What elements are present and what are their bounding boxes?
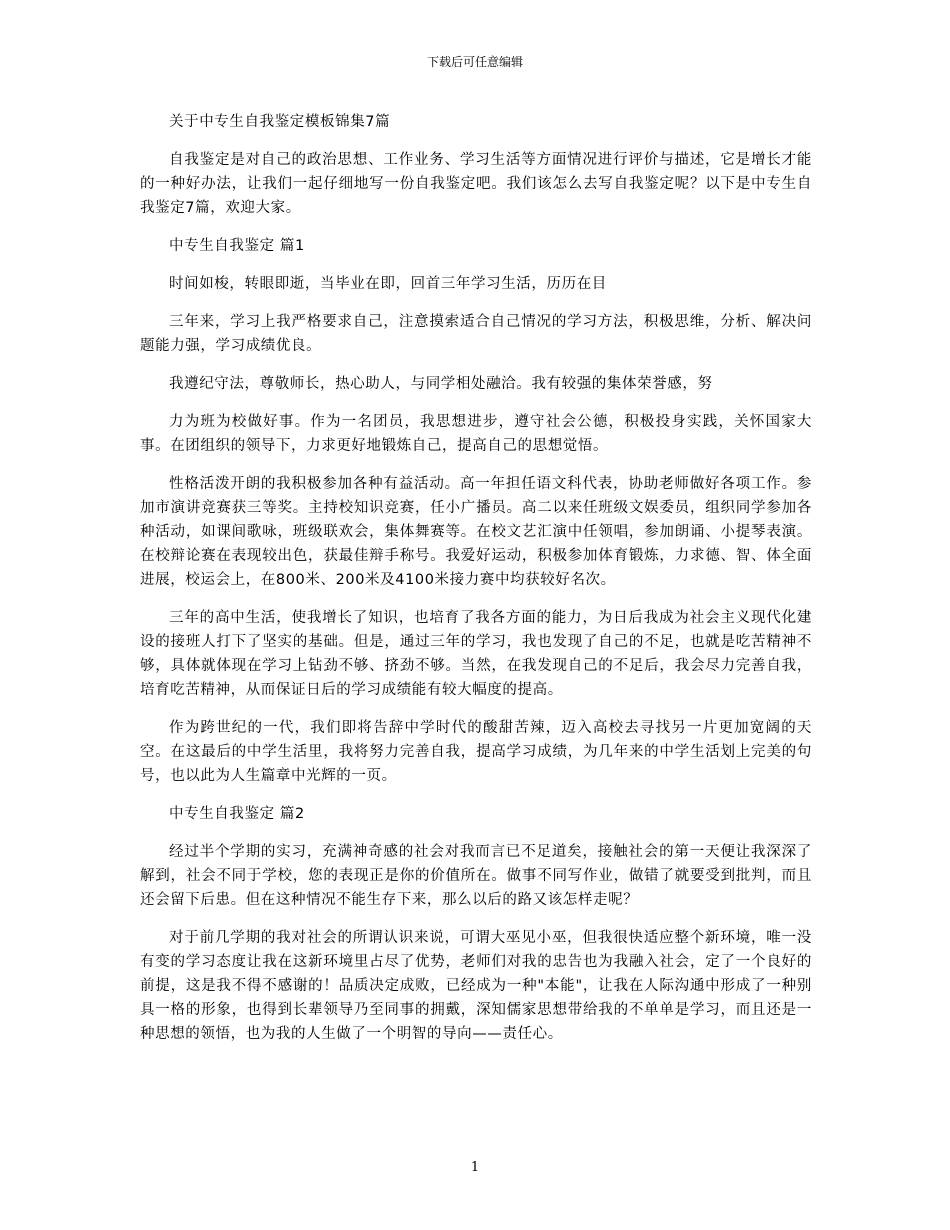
paragraph: 作为跨世纪的一代，我们即将告辞中学时代的酸甜苦辣，迈入高校去寻找另一片更加宽阔的天空。在这最后的中学生活里，我将努力完善自我，提高学习成绩，为几年来的中学生活划上完美的句号，也以此为人生篇章中光辉的一页。 — [140, 720, 812, 784]
paragraph: 三年来，学习上我严格要求自己，注意摸索适合自己情况的学习方法，积极思维，分析、解决问题能力强，学习成绩优良。 — [140, 314, 812, 354]
paragraph: 对于前几学期的我对社会的所谓认识来说，可谓大巫见小巫，但我很快适应整个新环境，唯一没有变的学习态度让我在这新环境里占尽了优势，老师们对我的忠告也为我融入社会，定了一个良好的前提，这是我不得不感谢的！品质决定成败，已经成为一种"本能"，让我在人际沟通中形成了一种别具一格的形象，也得到长辈领导乃至同事的拥戴，深知儒家思想带给我的不单单是学习，而且还是一种思想的领悟，也为我的人生做了一个明智的导向——责任心。 — [140, 930, 812, 1042]
paragraph: 力为班为校做好事。作为一名团员，我思想进步，遵守社会公德，积极投身实践，关怀国家大事。在团组织的领导下，力求更好地锻炼自己，提高自己的思想觉悟。 — [140, 414, 812, 454]
paragraph: 经过半个学期的实习，充满神奇感的社会对我而言已不足道矣，接触社会的第一天便让我深深了解到，社会不同于学校，您的表现正是你的价值所在。做事不同写作业，做错了就要受到批判，而且还会留下后患。但在这种情况不能生存下来，那么以后的路又该怎样走呢？ — [140, 844, 812, 908]
section-1 — [140, 234, 812, 788]
paragraph: 性格活泼开朗的我积极参加各种有益活动。高一年担任语文科代表，协助老师做好各项工作。参加市演讲竞赛获三等奖。主持校知识竞赛，任小广播员。高二以来任班级文娱委员，组织同学参加各种活动，如课间歌咏，班级联欢会，集体舞赛等。在校文艺汇演中任领唱，参加朗诵、小提琴表演。在校辩论赛在表现较出色，获最佳辩手称号。我爱好运动，积极参加体育锻炼，力求德、智、体全面进展，校运会上，在800米、200米及4100米接力赛中均获较好名次。 — [140, 476, 812, 588]
document-title: 关于中专生自我鉴定模板锦集7篇 — [169, 114, 391, 130]
page-header: 下载后可任意编辑 — [426, 55, 523, 69]
paragraph: 三年的高中生活，使我增长了知识，也培育了我各方面的能力，为日后我成为社会主义现代化建设的接班人打下了坚实的基础。但是，通过三年的学习，我也发现了自己的不足，也就是吃苦精神不够，具体就体现在学习上钻劲不够、挤劲不够。当然，在我发现自己的不足后，我会尽力完善自我，培育吃苦精神，从而保证日后的学习成绩能有较大幅度的提高。 — [140, 610, 812, 698]
section-heading: 中专生自我鉴定 篇1 — [169, 238, 305, 254]
intro-paragraph: 自我鉴定是对自己的政治思想、工作业务、学习生活等方面情况进行评价与描述，它是增长才能的一种好办法，让我们一起仔细地写一份自我鉴定吧。我们该怎么去写自我鉴定呢？以下是中专生自我鉴定7篇，欢迎大家。 — [140, 152, 812, 216]
page-number: 1 — [470, 1160, 480, 1175]
paragraph: 时间如梭，转眼即逝，当毕业在即，回首三年学习生活，历历在目 — [169, 276, 607, 292]
paragraph: 我遵纪守法，尊敬师长，热心助人，与同学相处融洽。我有较强的集体荣誉感，努 — [169, 376, 713, 392]
section-2 — [140, 802, 812, 1046]
document-body — [140, 110, 812, 1060]
section-heading: 中专生自我鉴定 篇2 — [169, 806, 305, 822]
